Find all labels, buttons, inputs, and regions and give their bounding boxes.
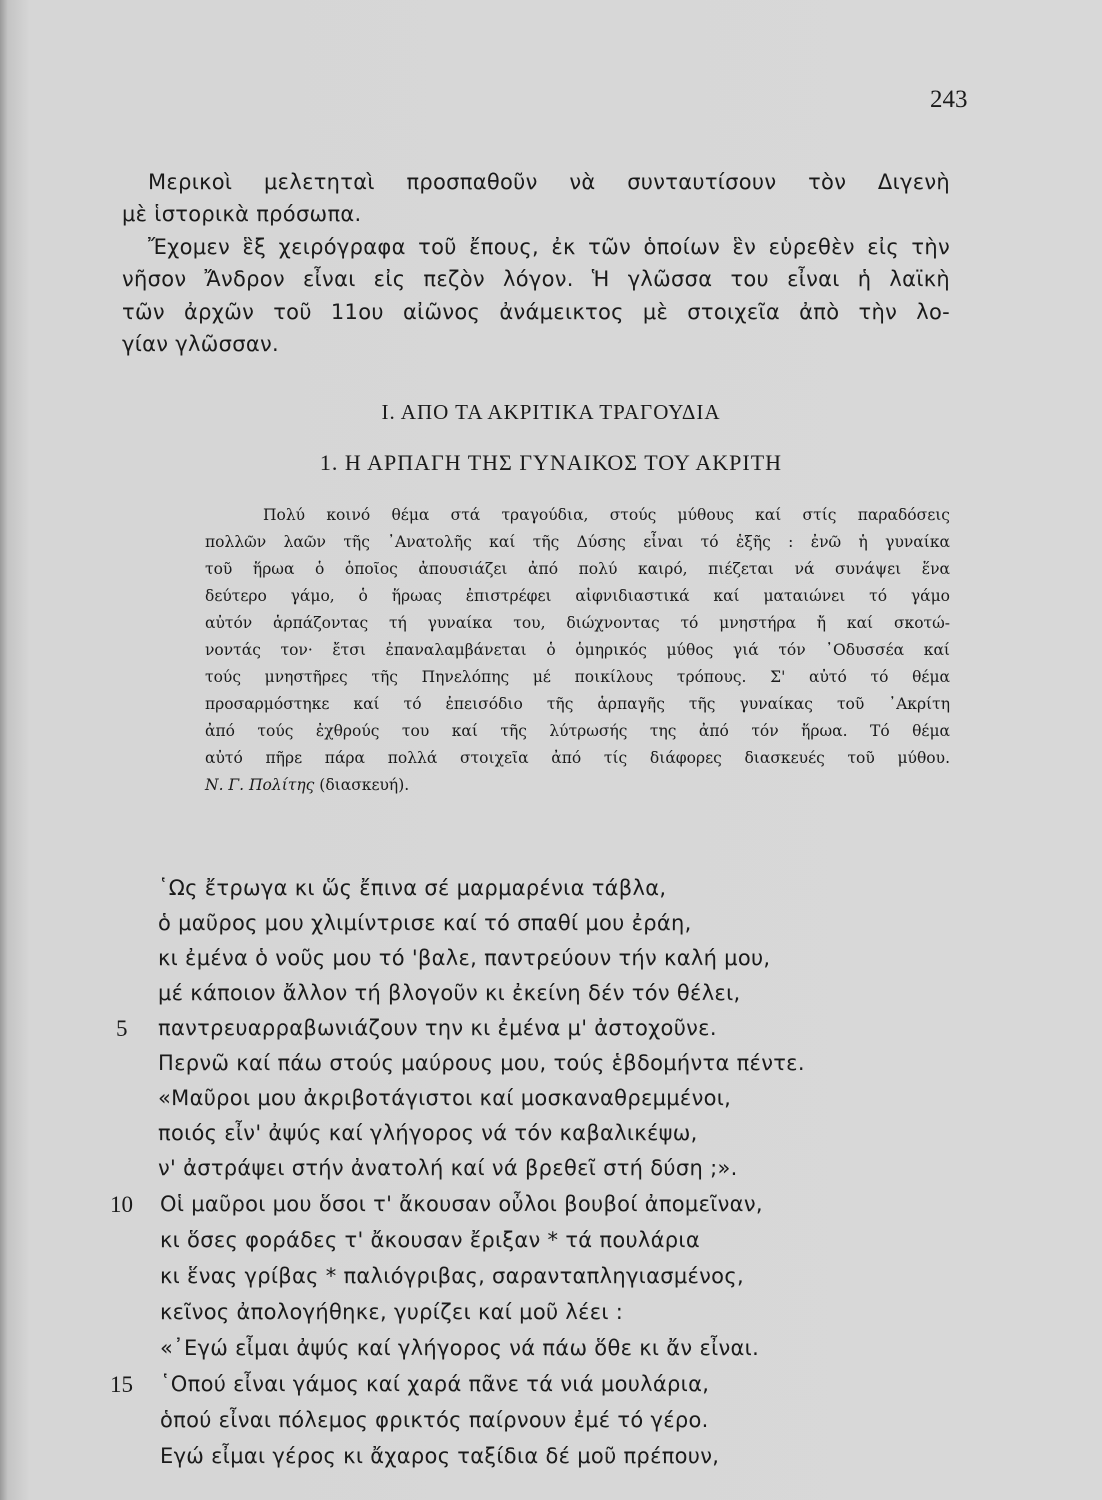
prose-line: πολλῶν λαῶν τῆς ᾿Ανατολῆς καί τῆς Δύσης εἶναι τό ἑξῆς : ἐνῶ ἡ γυναίκα	[205, 533, 950, 551]
line-number: 5	[116, 1016, 128, 1041]
prose-line: Πολύ κοινό θέμα στά τραγούδια, στούς μύθους καί στίς παραδόσεις	[263, 506, 950, 524]
intro-line: γίαν γλῶσσαν.	[122, 332, 279, 356]
prose-line: ἀπό τούς ἐχθρούς του καί τῆς λύτρωσής της ἀπό τόν ἥρωα. Τό θέμα	[205, 722, 950, 740]
verse-line: «᾿Εγώ εἶμαι ἀψύς καί γλήγορος νά πάω ὅθε κι ἄν εἶναι.	[160, 1336, 760, 1360]
verse-line: ν' ἀστράψει στήν ἀνατολή καί νά βρεθεῖ στή δύση ;».	[158, 1156, 738, 1180]
verse-line: ῾Οπού εἶναι γάμος καί χαρά πᾶνε τά νιά μουλάρια,	[160, 1372, 710, 1396]
verse-line: ῾Ως ἔτρωγα κι ὥς ἔπινα σέ μαρμαρένια τάβλα,	[158, 876, 667, 900]
attribution-note: (διασκευή).	[319, 776, 410, 794]
verse-line: ὁ μαῦρος μου χλιμίντρισε καί τό σπαθί μου ἐράη,	[158, 911, 692, 935]
verse-line: «Μαῦροι μου ἀκριβοτάγιστοι καί μοσκαναθρεμμένοι,	[158, 1086, 732, 1110]
intro-line: Μερικοὶ μελετηταὶ προσπαθοῦν νὰ συνταυτίσουν τὸν Διγενὴ	[148, 170, 950, 194]
attribution	[205, 772, 950, 799]
song-heading: 1. Η ΑΡΠΑΓΗ ΤΗΣ ΓΥΝΑΙΚΟΣ ΤΟΥ ΑΚΡΙΤΗ	[319, 450, 783, 475]
verse-line: Περνῶ καί πάω στούς μαύρους μου, τούς ἑβδομήντα πέντε.	[158, 1051, 805, 1075]
verse-line: παντρευαρραβωνιάζουν την κι ἐμένα μ' ἀστοχοῦνε.	[158, 1016, 717, 1040]
intro-line: μὲ ἱστορικὰ πρόσωπα.	[122, 202, 362, 226]
prose-line: αὐτό πῆρε πάρα πολλά στοιχεῖα ἀπό τίς διάφορες διασκευές τοῦ μύθου.	[205, 749, 950, 767]
section-heading: Ι. ΑΠΟ ΤΑ ΑΚΡΙΤΙΚΑ ΤΡΑΓΟΥΔΙΑ	[381, 400, 721, 424]
prose-line: προσαρμόστηκε καί τό ἐπεισόδιο τῆς ἁρπαγῆς τῆς γυναίκας τοῦ ᾿Ακρίτη	[205, 695, 950, 713]
verse-line: κι ἕνας γρίβας * παλιόγριβας, σαρανταπληγιασμένος,	[160, 1264, 744, 1288]
verse-line: Οἱ μαῦροι μου ὅσοι τ' ἄκουσαν οὖλοι βουβοί ἀπομεῖναν,	[160, 1192, 763, 1216]
verse-line: κι ὅσες φοράδες τ' ἄκουσαν ἔριξαν * τά πουλάρια	[160, 1228, 700, 1252]
verse-line: κεῖνος ἀπολογήθηκε, γυρίζει καί μοῦ λέει :	[160, 1300, 624, 1324]
prose-line: αὐτόν ἁρπάζοντας τή γυναίκα του, διώχνοντας τό μνηστήρα ἤ καί σκοτώ-	[205, 614, 950, 632]
prose-line: δεύτερο γάμο, ὁ ἥρωας ἐπιστρέφει αἰφνιδιαστικά καί ματαιώνει τό γάμο	[205, 587, 950, 605]
prose-line: τούς μνηστῆρες τῆς Πηνελόπης μέ ποικίλους τρόπους. Σ' αὐτό τό θέμα	[205, 668, 950, 686]
verse-line: ποιός εἶν' ἀψύς καί γλήγορος νά τόν καβαλικέψω,	[158, 1121, 698, 1145]
intro-line: νῆσον Ἄνδρον εἶναι εἰς πεζὸν λόγον. Ἡ γλῶσσα του εἶναι ἡ λαϊκὴ	[122, 267, 950, 291]
line-number: 15	[110, 1372, 133, 1397]
verse-line: μέ κάποιον ἄλλον τή βλογοῦν κι ἐκείνη δέν τόν θέλει,	[158, 981, 741, 1005]
verse-line: κι ἐμένα ὁ νοῦς μου τό 'βαλε, παντρεύουν τήν καλή μου,	[158, 946, 771, 970]
intro-line: Ἔχομεν ἓξ χειρόγραφα τοῦ ἔπους, ἐκ τῶν ὁποίων ἓν εὑρεθὲν εἰς τὴν	[148, 235, 950, 259]
page-number: 243	[930, 86, 968, 113]
verse-line: ὁπού εἶναι πόλεμος φρικτός παίρνουν ἐμέ τό γέρο.	[160, 1408, 709, 1432]
line-number: 10	[110, 1192, 133, 1217]
prose-line: τοῦ ἥρωα ὁ ὁποῖος ἀπουσιάζει ἀπό πολύ καιρό, πιέζεται νά συνάψει ἕνα	[205, 560, 950, 578]
intro-line: τῶν ἀρχῶν τοῦ 11ου αἰῶνος ἀνάμεικτος μὲ στοιχεῖα ἀπὸ τὴν λο-	[122, 300, 950, 324]
verse-line: Εγώ εἶμαι γέρος κι ἄχαρος ταξίδια δέ μοῦ πρέπουν,	[160, 1444, 720, 1468]
prose-line: νοντάς τον· ἔτσι ἐπαναλαμβάνεται ὁ ὁμηρικός μύθος γιά τόν ᾿Οδυσσέα καί	[205, 641, 950, 659]
attribution-author: Ν. Γ. Πολίτης	[205, 776, 315, 794]
